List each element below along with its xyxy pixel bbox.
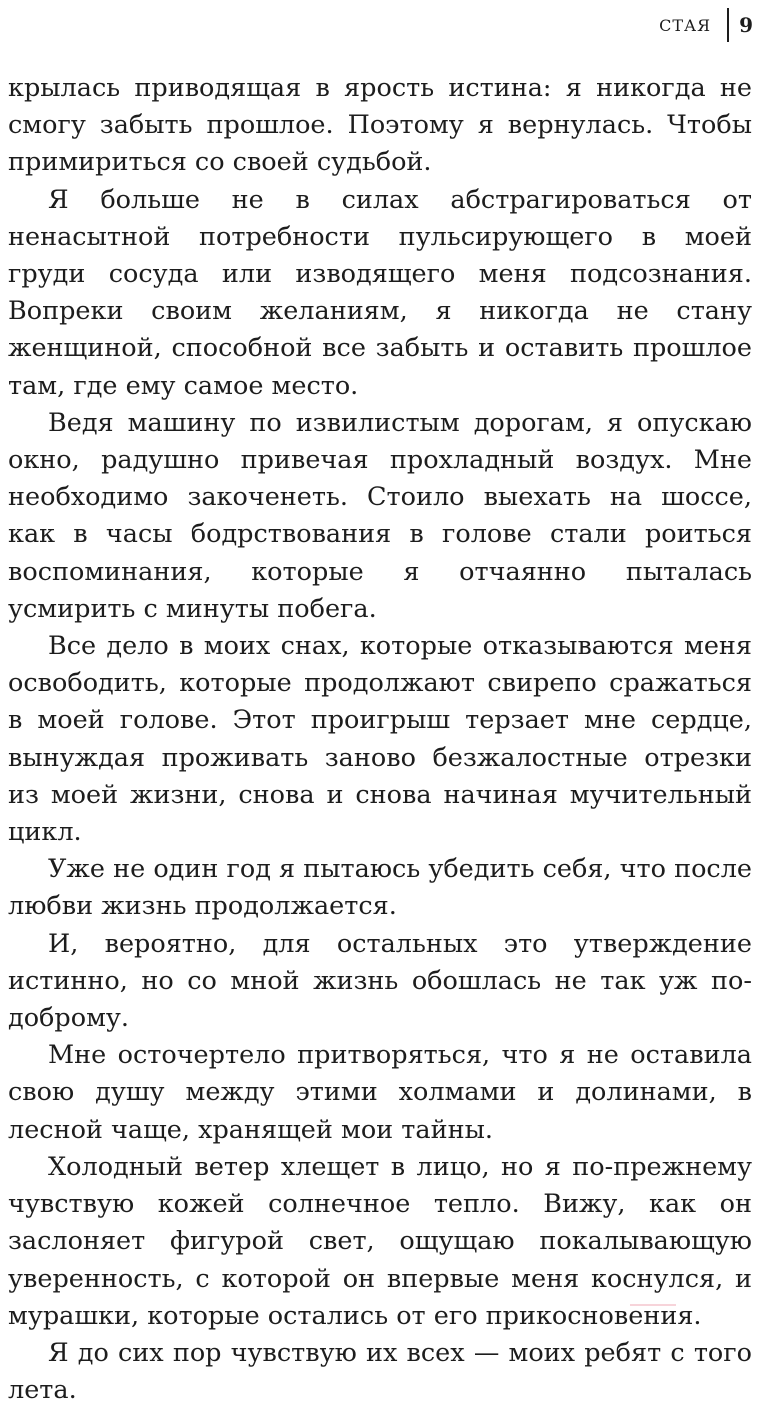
paragraph-9: Я до сих пор чувствую их всех — моих ребят с того лета.: [8, 1337, 752, 1406]
paragraph-6: И, вероятно, для остальных это утверждение истинно, но со мной жизнь обошлась не так уж по-доброму.: [8, 928, 752, 1034]
body-text: [8, 70, 752, 1409]
paragraph-1: крылась приводящая в ярость истина: я никогда не смогу забыть прошлое. Поэтому я вернулась. Чтобы примириться со своей судьбой.: [8, 73, 752, 178]
running-title: СТАЯ: [659, 15, 712, 35]
page-number: 9: [739, 13, 754, 37]
paragraph-5: Уже не один год я пытаюсь убедить себя, что после любви жизнь продолжается.: [8, 854, 752, 922]
paragraph-3: Ведя машину по извилистым дорогам, я опускаю окно, радушно привечая прохладный воздух. Мне необходимо закоченеть. Стоило выехать на шоссе, как в часы бодрствования в голове стали роиться воспоминания, которые я отчаянно пыталась усмирить с минуты побега.: [8, 407, 752, 624]
page-edge-mark: [630, 1304, 676, 1312]
paragraph-8: Холодный ветер хлещет в лицо, но я по-прежнему чувствую кожей солнечное тепло. Вижу, как он заслоняет фигурой свет, ощущаю покалывающую уверенность, с которой он впервые меня коснулся, и мурашки, которые остались от его прикосновения.: [8, 1151, 752, 1331]
paragraph-2: Я больше не в силах абстрагироваться от ненасытной потребности пульсирующего в моей груди сосуда или изводящего меня подсознания. Вопреки своим желаниям, я никогда не стану женщиной, способной все забыть и оставить прошлое там, где ему самое место.: [8, 184, 752, 401]
paragraph-4: Все дело в моих снах, которые отказываются меня освободить, которые продолжают свирепо сражаться в моей голове. Этот проигрыш терзает мне сердце, вынуждая проживать заново безжалостные отрезки из моей жизни, снова и снова начиная мучительный цикл.: [8, 631, 752, 848]
header-divider: [727, 8, 729, 42]
running-head: [659, 8, 754, 42]
paragraph-7: Мне осточертело притворяться, что я не оставила свою душу между этими холмами и долинами, в лесной чаще, хранящей мои тайны.: [8, 1040, 752, 1145]
